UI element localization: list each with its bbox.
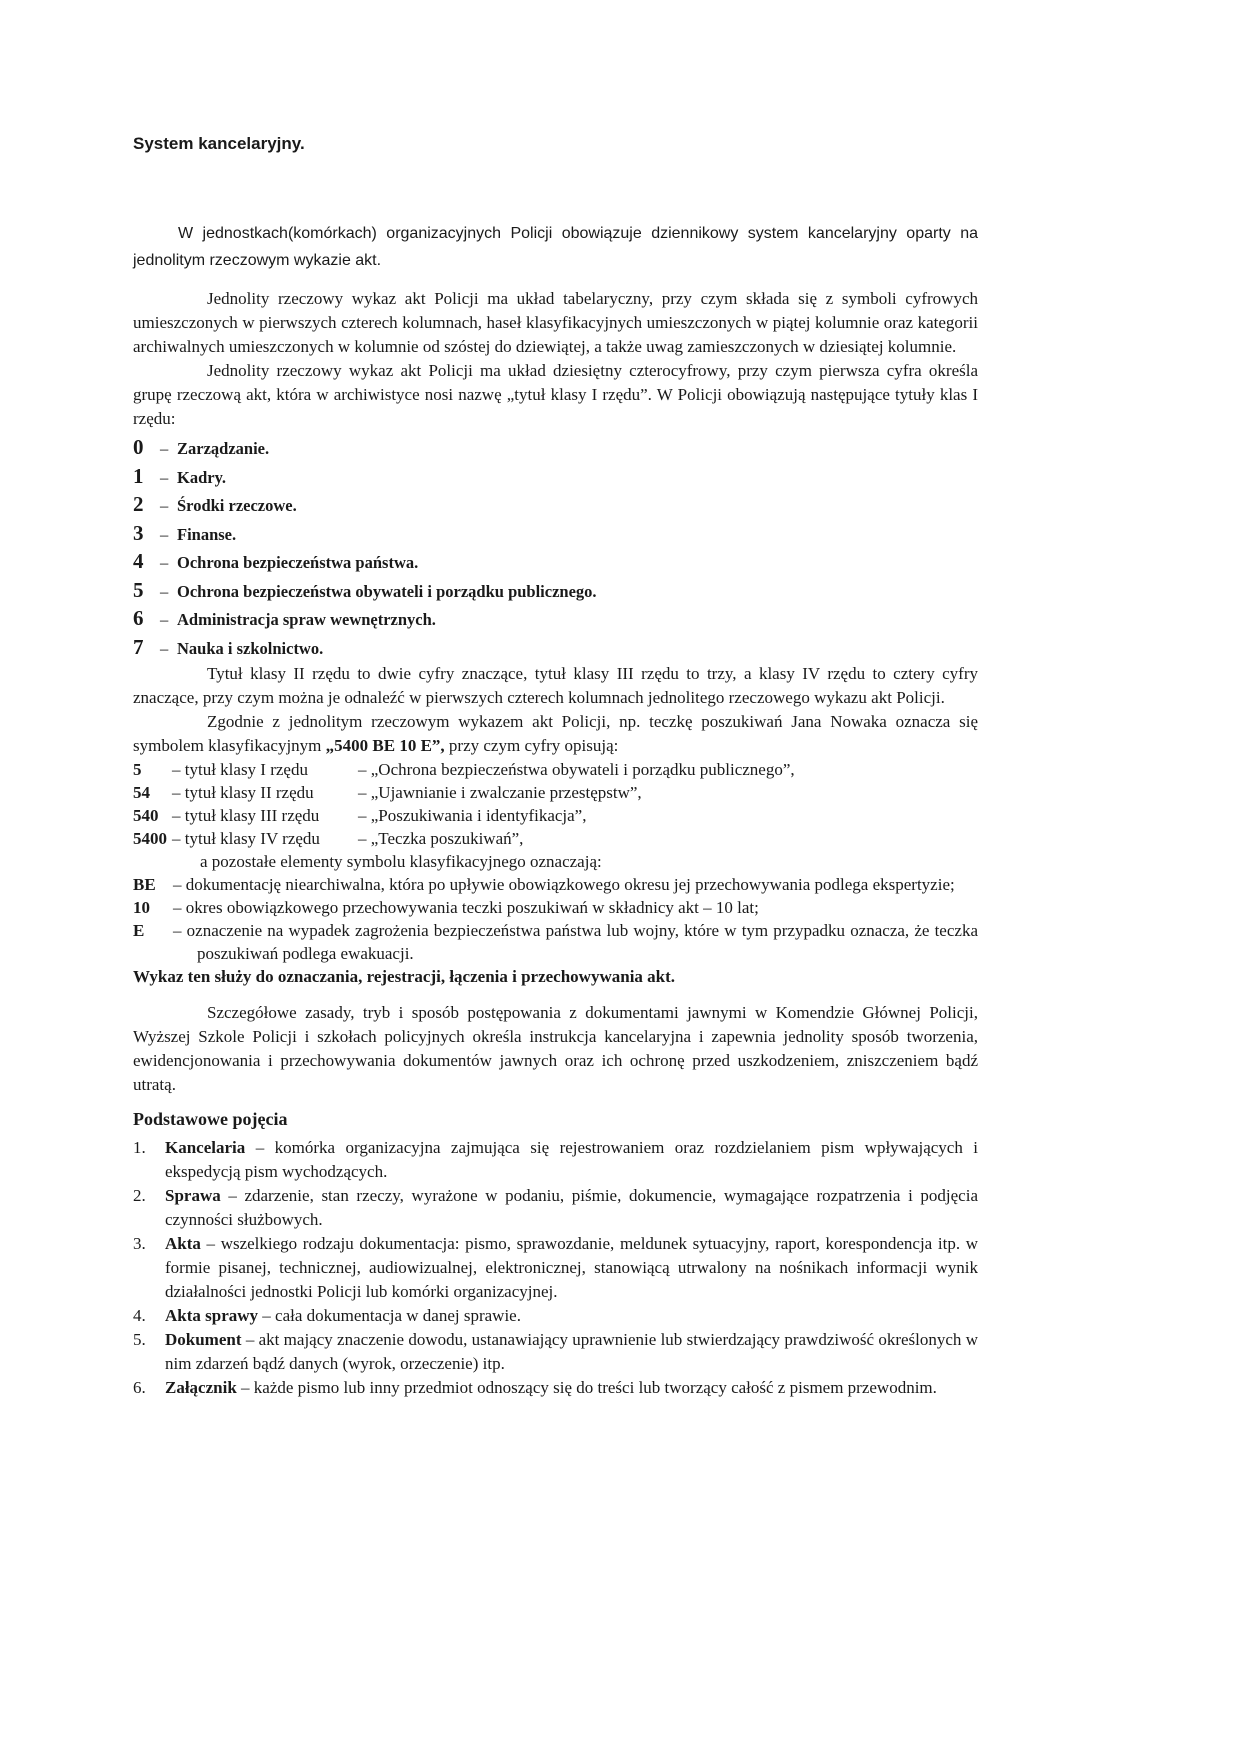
class-number: 6	[133, 606, 144, 630]
definition-number: 2.	[133, 1186, 146, 1205]
definition-term: Sprawa	[165, 1186, 221, 1205]
paragraph-symbol-example	[133, 710, 978, 758]
symbol-breakdown-list	[133, 758, 978, 988]
symbol-extra-description: – oznaczenie na wypadek zagrożenia bezpieczeństwa państwa lub wojny, które w tym przypadku oznacza, że teczka poszukiwań podlega ewakuacji.	[173, 921, 978, 963]
symbol-level-label: – tytuł klasy I rzędu	[172, 760, 308, 779]
dash-separator: –	[160, 610, 169, 629]
definition-text: – każde pismo lub inny przedmiot odnoszący się do treści lub tworzący całość z pismem przewodnim.	[236, 1378, 937, 1397]
class-title-row	[133, 577, 978, 606]
symbol-extra-code: E	[133, 921, 145, 940]
definition-body	[165, 1328, 978, 1376]
symbol-example-post: przy czym cyfry opisują:	[444, 736, 619, 755]
paragraph-class-levels: Tytuł klasy II rzędu to dwie cyfry znaczące, tytuł klasy III rzędu to trzy, a klasy IV rzędu to cztery cyfry znaczące, przy czym można je odnaleźć w pierwszych czterech kolumnach jednolitego rzeczowego wykazu akt Policji.	[133, 664, 978, 707]
symbol-extra-row	[133, 896, 978, 919]
definition-item	[133, 1376, 978, 1400]
symbol-level-label: – tytuł klasy III rzędu	[172, 806, 320, 825]
definition-term: Akta sprawy	[165, 1306, 259, 1325]
symbol-level-title: – „Ochrona bezpieczeństwa obywateli i porządku publicznego”,	[358, 760, 795, 779]
dash-separator: –	[160, 638, 169, 658]
paragraph-tabular-layout: Jednolity rzeczowy wykaz akt Policji ma układ tabelaryczny, przy czym składa się z symboli cyfrowych umieszczonych w pierwszych czterech kolumnach, haseł klasyfikacyjnych umieszczonych w piątej kolumnie oraz kategorii archiwalnych umieszczonych w kolumnie od szóstej do dziewiątej, a także uwag zamieszczonych w dziesiątej kolumnie.	[133, 289, 978, 356]
definition-body	[165, 1184, 978, 1232]
class-label: Kadry.	[177, 467, 227, 487]
symbol-breakdown-row	[133, 781, 978, 804]
document-title: System kancelaryjny.	[133, 134, 305, 153]
class-label: Zarządzanie.	[177, 439, 270, 458]
definition-number: 3.	[133, 1234, 146, 1253]
definition-body	[165, 1376, 978, 1400]
definition-text: – komórka organizacyjna zajmująca się rejestrowaniem oraz rozdzielaniem pism wpływających i ekspedycją pism wychodzących.	[165, 1138, 978, 1181]
class-label: Ochrona bezpieczeństwa państwa.	[177, 553, 419, 572]
class-number: 4	[133, 549, 144, 573]
symbol-extra-code: BE	[133, 875, 156, 894]
symbol-breakdown-row	[133, 804, 978, 827]
definition-term: Dokument	[165, 1330, 242, 1349]
symbol-level-label: – tytuł klasy IV rzędu	[172, 829, 320, 848]
symbol-example-pre: Zgodnie z jednolitym rzeczowym wykazem akt Policji, np. teczkę poszukiwań Jana Nowaka oznacza się symbolem klasyfikacyjnym	[133, 712, 978, 755]
definition-item	[133, 1136, 978, 1184]
class-number: 2	[133, 492, 144, 516]
definition-term: Akta	[165, 1234, 201, 1253]
definition-body	[165, 1136, 978, 1184]
symbol-extra-row	[133, 919, 978, 965]
dash-separator: –	[160, 524, 169, 544]
dash-separator: –	[160, 439, 169, 458]
class-title-row	[133, 634, 978, 663]
symbol-example-code: „5400 BE 10 E”,	[325, 736, 445, 755]
class-titles-list	[133, 434, 978, 662]
paragraph-detailed-rules: Szczegółowe zasady, tryb i sposób postępowania z dokumentami jawnymi w Komendzie Głównej Policji, Wyższej Szkole Policji i szkołach policyjnych określa instrukcja kancelaryjna i zapewnia jednolity sposób tworzenia, ewidencjonowania i przechowywania dokumentów jawnych oraz ich ochronę przed uszkodzeniem, zniszczeniem bądź utratą.	[133, 1003, 978, 1094]
symbol-level-label: – tytuł klasy II rzędu	[172, 783, 314, 802]
class-number: 5	[133, 577, 144, 602]
class-number: 3	[133, 520, 144, 545]
symbol-breakdown-row	[133, 827, 978, 850]
dash-separator: –	[160, 496, 169, 515]
definition-text: – zdarzenie, stan rzeczy, wyrażone w podaniu, piśmie, dokumencie, wymagające rozpatrzenia i podjęcia czynności służbowych.	[165, 1186, 978, 1229]
dash-separator: –	[160, 581, 169, 601]
class-title-row	[133, 463, 978, 492]
definition-text: – cała dokumentacja w danej sprawie.	[258, 1306, 521, 1325]
class-label: Środki rzeczowe.	[177, 496, 297, 515]
definition-item	[133, 1184, 978, 1232]
class-title-row	[133, 548, 978, 577]
definition-number: 5.	[133, 1330, 146, 1349]
class-label: Administracja spraw wewnętrznych.	[177, 610, 436, 629]
class-title-row	[133, 491, 978, 520]
paragraph-decimal-layout: Jednolity rzeczowy wykaz akt Policji ma układ dziesiętny czterocyfrowy, przy czym pierwsza cyfra określa grupę rzeczową akt, która w archiwistyce nosi nazwę „tytuł klasy I rzędu”. W Policji obowiązują następujące tytuły klas I rzędu:	[133, 361, 978, 428]
class-number: 7	[133, 634, 144, 659]
definition-item	[133, 1232, 978, 1304]
symbol-level-title: – „Ujawnianie i zwalczanie przestępstw”,	[358, 783, 642, 802]
dash-separator: –	[160, 467, 169, 487]
class-label: Nauka i szkolnictwo.	[177, 638, 324, 658]
class-number: 1	[133, 463, 144, 488]
definition-item	[133, 1328, 978, 1376]
register-purpose-line: Wykaz ten służy do oznaczania, rejestracji, łączenia i przechowywania akt.	[133, 967, 676, 986]
symbol-extra-description: – dokumentację niearchiwalna, która po upływie obowiązkowego okresu jej przechowywania podlega ekspertyzie;	[173, 875, 955, 894]
definition-number: 4.	[133, 1306, 146, 1325]
definition-term: Załącznik	[165, 1378, 237, 1397]
class-number: 0	[133, 435, 144, 459]
class-label: Finanse.	[177, 524, 237, 544]
dash-separator: –	[160, 553, 169, 572]
class-label: Ochrona bezpieczeństwa obywateli i porządku publicznego.	[177, 581, 597, 601]
symbol-extra-code: 10	[133, 898, 150, 917]
symbol-extra-description: – okres obowiązkowego przechowywania teczki poszukiwań w składnicy akt – 10 lat;	[173, 898, 759, 917]
class-title-row	[133, 520, 978, 549]
symbol-breakdown-row	[133, 758, 978, 781]
definition-body	[165, 1304, 978, 1328]
definition-text: – akt mający znaczenie dowodu, ustanawiający uprawnienie lub stwierdzający prawdziwość określonych w nim zdarzeń bądź danych (wyrok, orzeczenie) itp.	[165, 1330, 978, 1373]
definition-item	[133, 1304, 978, 1328]
symbol-digits: 540	[133, 806, 159, 825]
intro-paragraph: W jednostkach(komórkach) organizacyjnych Policji obowiązuje dziennikowy system kancelaryjny oparty na jednolitym rzeczowym wykazie akt.	[133, 225, 978, 269]
symbol-digits: 5	[133, 760, 142, 779]
definitions-heading: Podstawowe pojęcia	[133, 1109, 288, 1129]
symbol-digits: 5400	[133, 829, 167, 848]
definition-number: 6.	[133, 1378, 146, 1397]
symbol-digits: 54	[133, 783, 150, 802]
definition-term: Kancelaria	[165, 1138, 246, 1157]
class-title-row	[133, 434, 978, 463]
symbol-extra-row	[133, 873, 978, 896]
definitions-list	[133, 1136, 978, 1400]
symbol-rest-intro: a pozostałe elementy symbolu klasyfikacyjnego oznaczają:	[200, 852, 602, 871]
symbol-level-title: – „Teczka poszukiwań”,	[358, 829, 524, 848]
definition-body	[165, 1232, 978, 1304]
symbol-level-title: – „Poszukiwania i identyfikacja”,	[358, 806, 587, 825]
class-title-row	[133, 605, 978, 634]
definition-number: 1.	[133, 1138, 146, 1157]
definition-text: – wszelkiego rodzaju dokumentacja: pismo, sprawozdanie, meldunek sytuacyjny, raport, korespondencja itp. w formie pisanej, technicznej, audiowizualnej, elektronicznej, stanowiącą utrwalony na nośnikach informacji wynik działalności jednostki Policji lub komórki organizacyjnej.	[165, 1234, 978, 1301]
